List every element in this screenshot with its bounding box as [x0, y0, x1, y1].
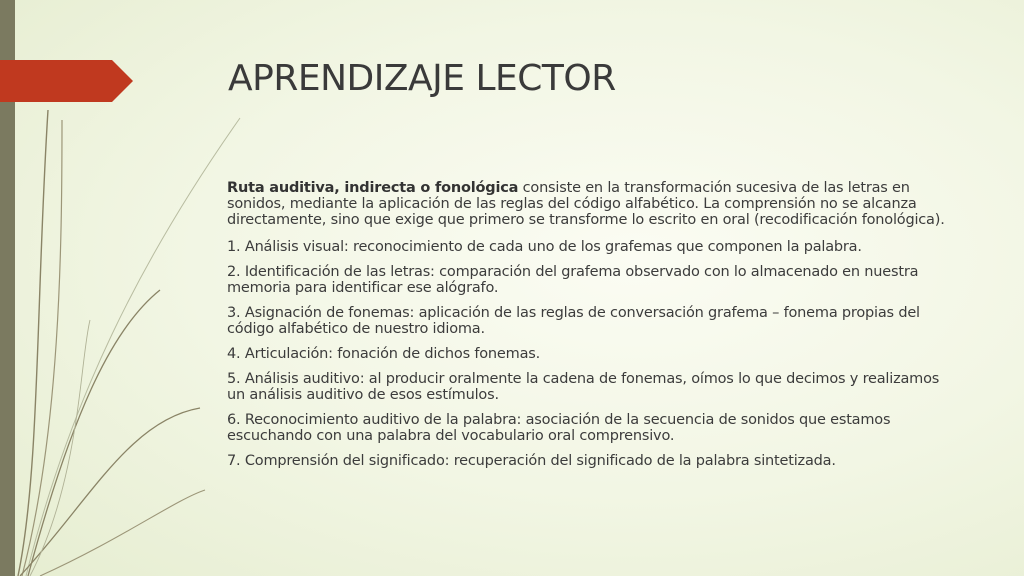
step-item: 6. Reconocimiento auditivo de la palabra: asociación de la secuencia de sonidos que estamos escuchando con una palabra del vocabulario oral comprensivo. — [227, 412, 891, 444]
step-item: 4. Articulación: fonación de dichos fonemas. — [227, 346, 541, 362]
step-item: 7. Comprensión del significado: recuperación del significado de la palabra sintetizada. — [227, 453, 836, 469]
intro-text: consiste en la transformación sucesiva de las letras en sonidos, mediante la aplicación de las reglas del código alfabético. La comprensión no se alcanza directamente, sino que exige que primero se transforme lo escrito en oral (recodificación fonológica). — [227, 180, 945, 228]
step-item: 2. Identificación de las letras: comparación del grafema observado con lo almacenado en nuestra memoria para identificar ese alógrafo. — [227, 264, 919, 296]
slide-body — [227, 180, 952, 478]
step-item: 5. Análisis auditivo: al producir oralmente la cadena de fonemas, oímos lo que decimos y realizamos un análisis auditivo de esos estímulos. — [227, 371, 940, 403]
slide-title: APRENDIZAJE LECTOR — [228, 58, 616, 99]
accent-arrow-tab — [0, 60, 133, 102]
step-item: 1. Análisis visual: reconocimiento de cada uno de los grafemas que componen la palabra. — [227, 239, 862, 255]
intro-bold-term: Ruta auditiva, indirecta o fonológica — [227, 180, 519, 196]
intro-paragraph — [227, 180, 952, 228]
step-item: 3. Asignación de fonemas: aplicación de las reglas de conversación grafema – fonema propias del código alfabético de nuestro idioma. — [227, 305, 920, 337]
